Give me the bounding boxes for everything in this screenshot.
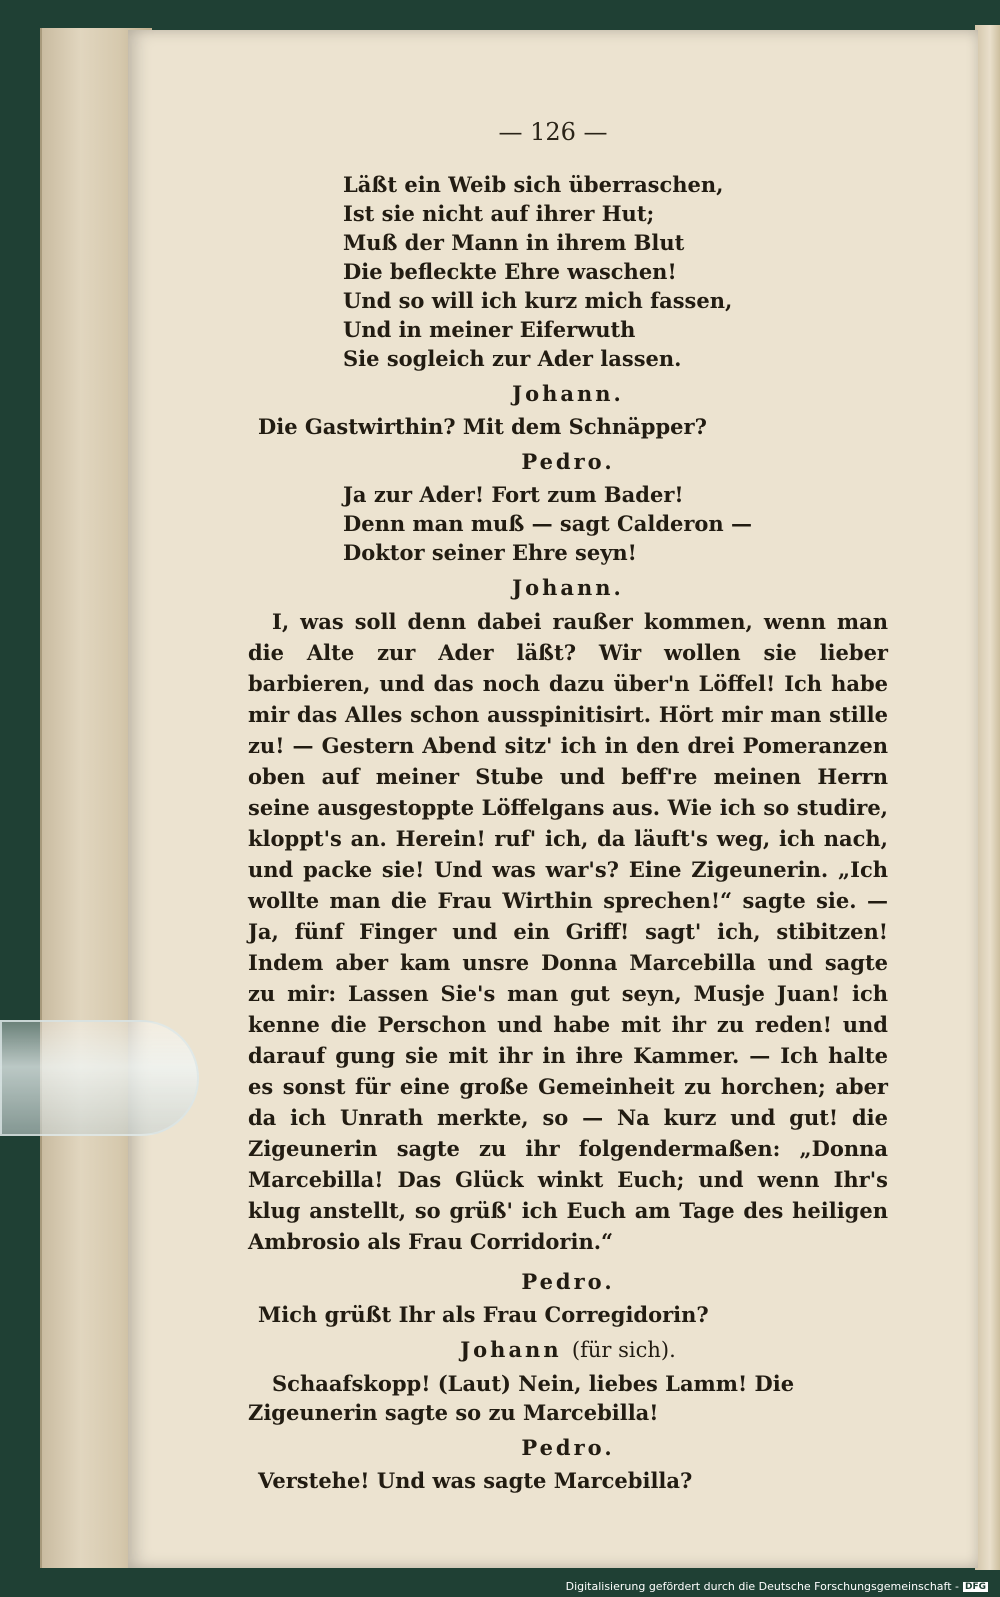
speaker-with-direction — [248, 1335, 888, 1365]
speaker-name: Pedro. — [521, 1435, 615, 1460]
page-text — [248, 170, 888, 1495]
speech-line: Die Gastwirthin? Mit dem Schnäpper? — [258, 414, 707, 439]
dfg-logo: DFG — [964, 1581, 986, 1592]
speech-paragraph: Schaafskopp! (Laut) Nein, liebes Lamm! Die Zigeunerin sagte so zu Marcebilla! — [248, 1371, 795, 1425]
speaker-name: Pedro. — [521, 1269, 615, 1294]
verse-line: Und in meiner Eiferwuth — [343, 317, 636, 342]
verse-block-2 — [248, 480, 888, 567]
page-clip — [0, 1020, 199, 1136]
verse-line: Ist sie nicht auf ihrer Hut; — [343, 201, 655, 226]
book-right-edge — [975, 25, 1000, 1570]
speaker-name: Johann. — [512, 575, 624, 600]
verse-line: Und so will ich kurz mich fassen, — [343, 288, 733, 313]
speech-line: Verstehe! Und was sagte Marcebilla? — [258, 1468, 693, 1493]
footer-credit — [566, 1580, 988, 1593]
verse-line: Läßt ein Weib sich überraschen, — [343, 172, 724, 197]
verse-line: Sie sogleich zur Ader lassen. — [343, 346, 682, 371]
footer-text: Digitalisierung gefördert durch die Deutsche Forschungsgemeinschaft - — [565, 1580, 959, 1593]
book-page — [128, 30, 978, 1568]
verse-line: Ja zur Ader! Fort zum Bader! — [343, 482, 684, 507]
speaker-name: Johann — [460, 1337, 562, 1362]
prose-paragraph: I, was soll denn dabei raußer kommen, wenn man die Alte zur Ader läßt? Wir wollen sie lieber barbieren, und das noch dazu über'n Löffel! Ich habe mir das Alles schon ausspinitisirt. Hört mir man stille zu! — Gestern Abend sitz' ich in den drei Pomeranzen oben auf meiner Stube und beff're meinen Herrn seine ausgestoppte Löffelgans aus. Wie ich so studire, kloppt's an. Herein! ruf' ich, da läuft's weg, ich nach, und packe sie! Und was war's? Eine Zigeunerin. „Ich wollte man die Frau Wirthin sprechen!“ sagte sie. — Ja, fünf Finger und ein Griff! sagt' ich, stibitzen! Indem aber kam unsre Donna Marcebilla und sagte zu mir: Lassen Sie's man gut seyn, Musje Juan! ich kenne die Perschon und habe mit ihr zu reden! und darauf gung sie mit ihr in ihre Kammer. — Ich halte es sonst für eine große Gemeinheit zu horchen; aber da ich Unrath merkte, so — Na kurz und gut! die Zigeunerin sagte zu ihr folgendermaßen: „Donna Marcebilla! Das Glück winkt Euch; und wenn Ihr's klug anstellt, so grüß' ich Euch am Tage des heiligen Ambrosio als Frau Corridorin.“ — [248, 609, 888, 1254]
verse-line: Die befleckte Ehre waschen! — [343, 259, 677, 284]
stage-direction: (für sich). — [571, 1338, 676, 1362]
page-number: — 126 — — [498, 118, 608, 146]
verse-block-1 — [248, 170, 888, 373]
speaker-name: Pedro. — [521, 449, 615, 474]
speaker-name: Johann. — [512, 381, 624, 406]
verse-line: Denn man muß — sagt Calderon — — [343, 511, 753, 536]
speech-line: Mich grüßt Ihr als Frau Corregidorin? — [258, 1302, 709, 1327]
verse-line: Muß der Mann in ihrem Blut — [343, 230, 685, 255]
verse-line: Doktor seiner Ehre seyn! — [343, 540, 637, 565]
